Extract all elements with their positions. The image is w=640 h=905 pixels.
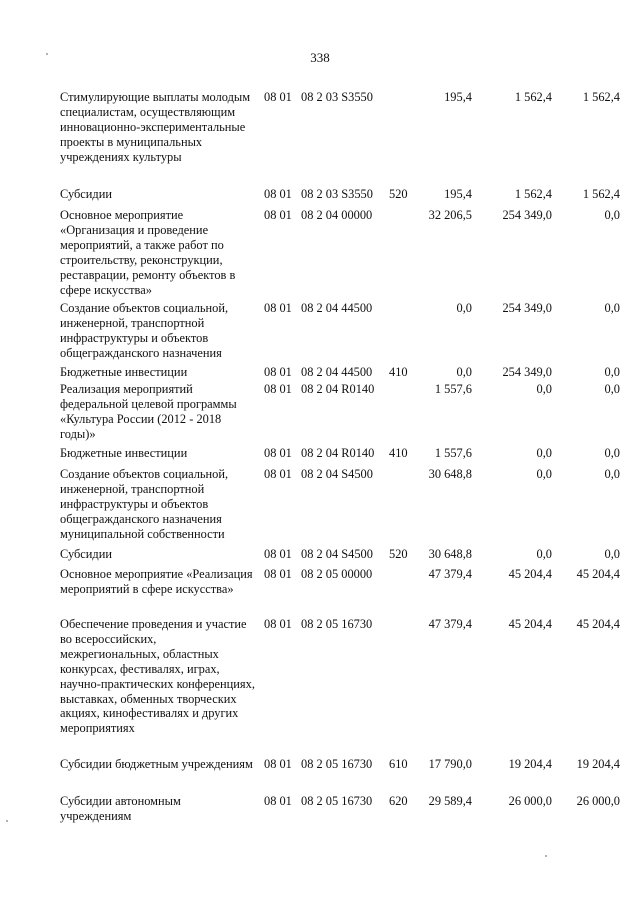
row-value-2: 45 204,4 (508, 567, 552, 581)
row-value-2: 254 349,0 (502, 301, 552, 315)
row-value-3: 1 562,4 (582, 187, 620, 201)
row-value-2: 0,0 (536, 467, 552, 481)
row-name: Субсидии (60, 187, 112, 201)
row-value-3: 26 000,0 (576, 794, 620, 808)
row-value-1: 17 790,0 (428, 757, 472, 771)
row-value-2: 26 000,0 (508, 794, 552, 808)
row-name: Обеспечение проведения и участие во всероссийских, межрегиональных, областных конкурсах, фестивалях, играх, научно-практических конференциях, выставках, обменных творческих акциях, кинофестивалях и других мероприятиях (60, 617, 255, 736)
row-section: 08 01 (264, 301, 292, 315)
row-value-3: 0,0 (604, 382, 620, 396)
row-value-1: 30 648,8 (428, 547, 472, 561)
table-row (60, 617, 630, 757)
row-name: Субсидии бюджетным учреждениям (60, 757, 253, 771)
row-section: 08 01 (264, 547, 292, 561)
table-row (60, 365, 630, 382)
row-target-code: 08 2 05 16730 (301, 757, 373, 771)
row-name: Стимулирующие выплаты молодым специалистам, осуществляющим инновационно-экспериментальные проекты в муниципальных учреждениях культуры (60, 90, 251, 164)
row-target-code: 08 2 04 00000 (301, 208, 373, 222)
row-name: Создание объектов социальной, инженерной, транспортной инфраструктуры и объектов общегражданского назначения (60, 301, 229, 360)
row-value-3: 0,0 (604, 301, 620, 315)
row-target-code: 08 2 04 S4500 (301, 467, 373, 481)
row-value-1: 0,0 (456, 365, 472, 379)
scan-speck (46, 53, 48, 55)
row-section: 08 01 (264, 446, 292, 460)
row-target-code: 08 2 05 16730 (301, 617, 373, 631)
table-row (60, 547, 630, 567)
row-value-2: 19 204,4 (508, 757, 552, 771)
row-target-code: 08 2 05 00000 (301, 567, 373, 581)
table-row (60, 301, 630, 365)
row-section: 08 01 (264, 365, 292, 379)
row-value-3: 19 204,4 (576, 757, 620, 771)
row-target-code: 08 2 03 S3550 (301, 90, 373, 104)
row-value-1: 1 557,6 (434, 446, 472, 460)
row-name: Основное мероприятие «Реализация мероприятий в сфере искусства» (60, 567, 253, 596)
row-name: Бюджетные инвестиции (60, 365, 188, 379)
row-value-3: 0,0 (604, 467, 620, 481)
row-value-2: 45 204,4 (508, 617, 552, 631)
row-value-2: 254 349,0 (502, 208, 552, 222)
table-row (60, 467, 630, 547)
row-target-code: 08 2 03 S3550 (301, 187, 373, 201)
budget-table (60, 90, 630, 828)
table-row (60, 90, 630, 187)
row-value-1: 195,4 (444, 90, 472, 104)
table-row (60, 567, 630, 617)
row-value-1: 47 379,4 (428, 617, 472, 631)
row-name: Реализация мероприятий федеральной целевой программы «Культура России (2012 - 2018 годы)» (60, 382, 237, 441)
row-target-code: 08 2 04 R0140 (301, 382, 375, 396)
row-section: 08 01 (264, 208, 292, 222)
row-value-2: 1 562,4 (514, 90, 552, 104)
row-section: 08 01 (264, 567, 292, 581)
row-value-3: 0,0 (604, 547, 620, 561)
row-expense-type: 620 (389, 794, 408, 808)
row-expense-type: 410 (389, 446, 408, 460)
row-value-1: 32 206,5 (428, 208, 472, 222)
row-value-2: 254 349,0 (502, 365, 552, 379)
row-value-1: 29 589,4 (428, 794, 472, 808)
row-value-1: 0,0 (456, 301, 472, 315)
row-name: Субсидии автономным учреждениям (60, 794, 181, 823)
row-name: Бюджетные инвестиции (60, 446, 188, 460)
row-name: Основное мероприятие «Организация и проведение мероприятий, а также работ по строительству, реконструкции, реставрации, ремонту объектов в сфере искусства» (60, 208, 236, 297)
table-row (60, 446, 630, 467)
row-value-1: 30 648,8 (428, 467, 472, 481)
row-expense-type: 520 (389, 187, 408, 201)
row-value-3: 1 562,4 (582, 90, 620, 104)
table-row (60, 382, 630, 446)
row-name: Создание объектов социальной, инженерной, транспортной инфраструктуры и объектов общегражданского назначения муниципальной собственности (60, 467, 229, 541)
row-section: 08 01 (264, 90, 292, 104)
row-target-code: 08 2 04 44500 (301, 365, 373, 379)
row-target-code: 08 2 04 S4500 (301, 547, 373, 561)
scan-speck (6, 820, 8, 822)
row-value-3: 45 204,4 (576, 617, 620, 631)
row-value-3: 0,0 (604, 365, 620, 379)
row-value-3: 0,0 (604, 208, 620, 222)
row-value-1: 195,4 (444, 187, 472, 201)
row-name: Субсидии (60, 547, 112, 561)
row-expense-type: 610 (389, 757, 408, 771)
row-section: 08 01 (264, 794, 292, 808)
row-value-2: 0,0 (536, 446, 552, 460)
row-section: 08 01 (264, 187, 292, 201)
row-value-3: 0,0 (604, 446, 620, 460)
row-section: 08 01 (264, 757, 292, 771)
row-value-2: 0,0 (536, 382, 552, 396)
table-row (60, 757, 630, 794)
row-value-1: 47 379,4 (428, 567, 472, 581)
row-value-1: 1 557,6 (434, 382, 472, 396)
row-target-code: 08 2 04 44500 (301, 301, 373, 315)
table-row (60, 794, 630, 828)
scan-speck (545, 855, 547, 857)
row-value-2: 0,0 (536, 547, 552, 561)
row-expense-type: 520 (389, 547, 408, 561)
row-expense-type: 410 (389, 365, 408, 379)
row-value-3: 45 204,4 (576, 567, 620, 581)
row-section: 08 01 (264, 617, 292, 631)
row-section: 08 01 (264, 467, 292, 481)
row-section: 08 01 (264, 382, 292, 396)
table-row (60, 187, 630, 208)
page-number: 338 (310, 50, 330, 65)
row-target-code: 08 2 04 R0140 (301, 446, 375, 460)
table-row (60, 208, 630, 301)
row-value-2: 1 562,4 (514, 187, 552, 201)
row-target-code: 08 2 05 16730 (301, 794, 373, 808)
